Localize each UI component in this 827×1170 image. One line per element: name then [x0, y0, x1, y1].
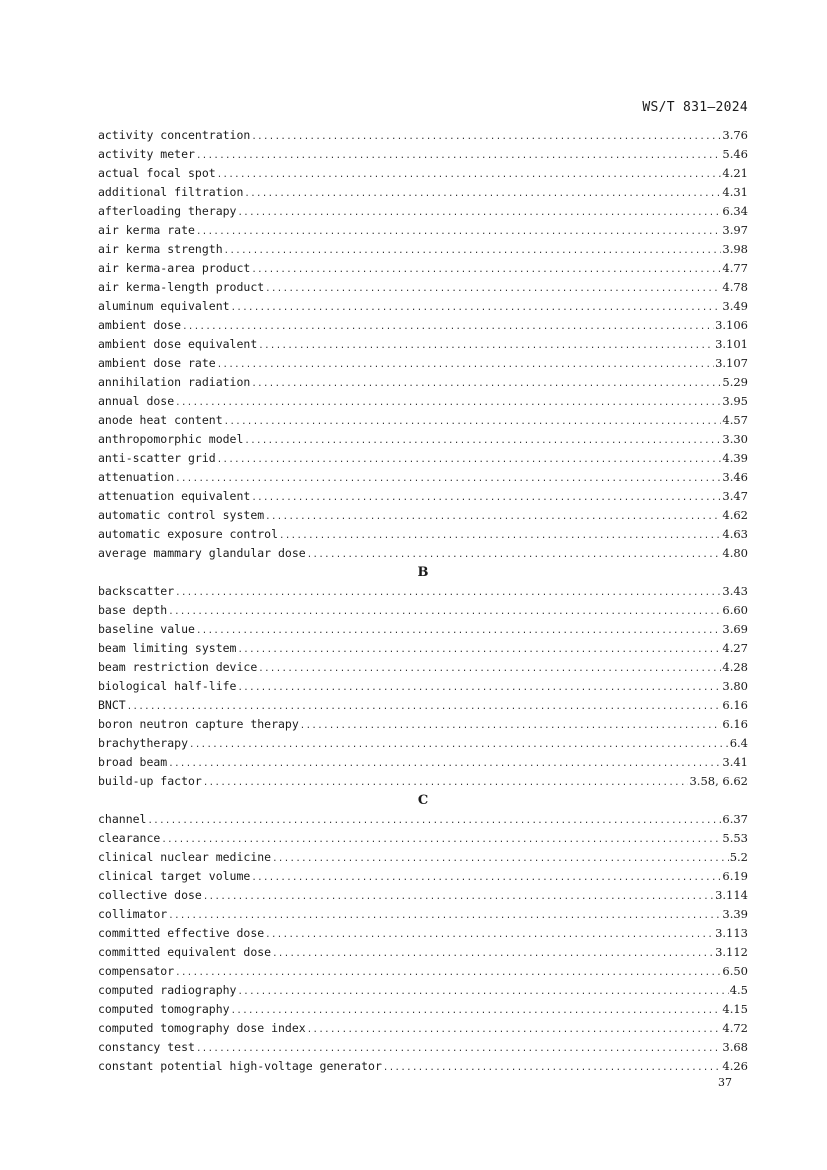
- index-reference: 3.41: [722, 755, 748, 769]
- index-entry: [98, 411, 748, 430]
- index-reference: 6.4: [729, 736, 748, 750]
- dot-leader: [175, 584, 721, 603]
- index-term: anti-scatter grid: [98, 451, 216, 465]
- index-reference: 4.78: [722, 280, 748, 294]
- index-entry: [98, 468, 748, 487]
- dot-leader: [251, 489, 721, 508]
- dot-leader: [203, 888, 714, 907]
- index-reference: 3.69: [722, 622, 748, 636]
- dot-leader: [307, 546, 722, 565]
- index-reference: 3.30: [722, 432, 748, 446]
- index-reference: 3.76: [722, 128, 748, 142]
- index-term: anthropomorphic model: [98, 432, 244, 446]
- dot-leader: [203, 774, 689, 793]
- index-entry: [98, 487, 748, 506]
- index-entry: [98, 335, 748, 354]
- index-entry: [98, 430, 748, 449]
- index-reference: 6.37: [722, 812, 748, 826]
- index-entry: [98, 829, 748, 848]
- index-reference: 3.95: [722, 394, 748, 408]
- index-entry: [98, 316, 748, 335]
- index-entry: [98, 943, 748, 962]
- index-entry: [98, 658, 748, 677]
- dot-leader: [196, 223, 721, 242]
- dot-leader: [300, 717, 722, 736]
- index-term: beam restriction device: [98, 660, 258, 674]
- index-term: base depth: [98, 603, 168, 617]
- index-term: computed tomography dose index: [98, 1021, 306, 1035]
- index-term: biological half-life: [98, 679, 237, 693]
- index-entry: [98, 981, 748, 1000]
- index-term: air kerma-area product: [98, 261, 251, 275]
- index-entry: [98, 525, 748, 544]
- dot-leader: [307, 1021, 722, 1040]
- dot-leader: [224, 242, 722, 261]
- index-entry: [98, 126, 748, 145]
- index-entry: [98, 221, 748, 240]
- index-entry: [98, 810, 748, 829]
- dot-leader: [189, 736, 729, 755]
- index-reference: 3.112: [715, 945, 748, 959]
- page-number: 37: [718, 1076, 732, 1089]
- index-entry: [98, 145, 748, 164]
- index-reference: 3.43: [722, 584, 748, 598]
- index-reference: 6.60: [722, 603, 748, 617]
- dot-leader: [224, 413, 722, 432]
- index-term: average mammary glandular dose: [98, 546, 306, 560]
- index-term: build-up factor: [98, 774, 202, 788]
- index-term: air kerma strength: [98, 242, 223, 256]
- dot-leader: [231, 299, 722, 318]
- dot-leader: [217, 356, 714, 375]
- index-reference: 5.29: [722, 375, 748, 389]
- index-term: constant potential high-voltage generator: [98, 1059, 382, 1073]
- dot-leader: [168, 755, 721, 774]
- index-term: automatic control system: [98, 508, 265, 522]
- index-term: backscatter: [98, 584, 175, 598]
- index-reference: 6.19: [722, 869, 748, 883]
- index-term: activity meter: [98, 147, 195, 161]
- index-reference: 3.49: [722, 299, 748, 313]
- index-reference: 3.114: [715, 888, 748, 902]
- dot-leader: [272, 945, 714, 964]
- index-term: collective dose: [98, 888, 202, 902]
- dot-leader: [265, 926, 714, 945]
- index-reference: 5.53: [722, 831, 748, 845]
- index-entry: [98, 183, 748, 202]
- index-reference: 4.72: [722, 1021, 748, 1035]
- dot-leader: [251, 375, 721, 394]
- index-entry: [98, 905, 748, 924]
- index-reference: 6.16: [722, 698, 748, 712]
- index-term: annual dose: [98, 394, 175, 408]
- index-entry: [98, 373, 748, 392]
- index-term: BNCT: [98, 698, 126, 712]
- dot-leader: [168, 603, 721, 622]
- dot-leader: [265, 280, 721, 299]
- index-term: ambient dose rate: [98, 356, 216, 370]
- index-term: air kerma rate: [98, 223, 195, 237]
- index-entry: [98, 696, 748, 715]
- index-term: compensator: [98, 964, 175, 978]
- index-entry: [98, 1057, 748, 1076]
- index-term: ambient dose: [98, 318, 182, 332]
- index-entry: [98, 164, 748, 183]
- dot-leader: [265, 508, 721, 527]
- index-reference: 4.26: [722, 1059, 748, 1073]
- index-entry: [98, 259, 748, 278]
- dot-leader: [196, 622, 721, 641]
- index-entry: [98, 1019, 748, 1038]
- index-reference: 6.34: [722, 204, 748, 218]
- index-term: additional filtration: [98, 185, 244, 199]
- index-reference: 4.21: [722, 166, 748, 180]
- index-term: computed radiography: [98, 983, 237, 997]
- index-term: baseline value: [98, 622, 195, 636]
- index-reference: 3.68: [722, 1040, 748, 1054]
- index-term: aluminum equivalent: [98, 299, 230, 313]
- index-term: committed effective dose: [98, 926, 265, 940]
- section-letter-heading: C: [417, 793, 429, 808]
- index-entry: [98, 202, 748, 221]
- index-reference: 4.57: [722, 413, 748, 427]
- index-term: clinical nuclear medicine: [98, 850, 272, 864]
- dot-leader: [182, 318, 714, 337]
- index-reference: 3.39: [722, 907, 748, 921]
- index-reference: 4.39: [722, 451, 748, 465]
- index-reference: 3.58, 6.62: [689, 774, 748, 788]
- index-entry: [98, 601, 748, 620]
- index-reference: 3.106: [715, 318, 748, 332]
- section-letter-heading: B: [417, 565, 429, 580]
- term-index: [98, 126, 748, 1076]
- dot-leader: [251, 261, 721, 280]
- dot-leader: [237, 679, 721, 698]
- index-term: clinical target volume: [98, 869, 251, 883]
- dot-leader: [258, 660, 721, 679]
- index-entry: [98, 1000, 748, 1019]
- index-term: afterloading therapy: [98, 204, 237, 218]
- index-term: clearance: [98, 831, 161, 845]
- dot-leader: [217, 451, 722, 470]
- index-term: actual focal spot: [98, 166, 216, 180]
- index-term: broad beam: [98, 755, 168, 769]
- index-entry: [98, 867, 748, 886]
- index-entry: [98, 734, 748, 753]
- index-reference: 4.5: [729, 983, 748, 997]
- index-entry: [98, 753, 748, 772]
- index-reference: 3.46: [722, 470, 748, 484]
- index-entry: [98, 506, 748, 525]
- index-entry: [98, 582, 748, 601]
- dot-leader: [251, 869, 721, 888]
- dot-leader: [272, 850, 729, 869]
- index-term: air kerma-length product: [98, 280, 265, 294]
- index-reference: 4.80: [722, 546, 748, 560]
- index-reference: 4.27: [722, 641, 748, 655]
- index-entry: [98, 962, 748, 981]
- index-reference: 5.46: [722, 147, 748, 161]
- index-reference: 5.2: [729, 850, 748, 864]
- index-reference: 4.31: [722, 185, 748, 199]
- index-entry: [98, 544, 748, 563]
- index-term: boron neutron capture therapy: [98, 717, 299, 731]
- index-entry: [98, 449, 748, 468]
- document-code: WS/T 831—2024: [642, 100, 748, 115]
- index-reference: 4.63: [722, 527, 748, 541]
- index-term: channel: [98, 812, 147, 826]
- index-entry: [98, 240, 748, 259]
- index-entry: [98, 297, 748, 316]
- index-term: brachytherapy: [98, 736, 189, 750]
- index-reference: 3.47: [722, 489, 748, 503]
- dot-leader: [258, 337, 714, 356]
- index-reference: 4.77: [722, 261, 748, 275]
- dot-leader: [279, 527, 721, 546]
- index-entry: [98, 354, 748, 373]
- dot-leader: [244, 185, 721, 204]
- dot-leader: [244, 432, 721, 451]
- index-term: ambient dose equivalent: [98, 337, 258, 351]
- index-entry: [98, 924, 748, 943]
- index-entry: [98, 639, 748, 658]
- dot-leader: [196, 147, 721, 166]
- index-reference: 4.28: [722, 660, 748, 674]
- index-term: annihilation radiation: [98, 375, 251, 389]
- index-entry: [98, 1038, 748, 1057]
- dot-leader: [237, 983, 728, 1002]
- index-term: automatic exposure control: [98, 527, 279, 541]
- index-entry: [98, 848, 748, 867]
- index-entry: [98, 620, 748, 639]
- index-reference: 3.101: [715, 337, 748, 351]
- dot-leader: [237, 641, 721, 660]
- index-reference: 3.113: [715, 926, 748, 940]
- index-entry: [98, 772, 748, 791]
- dot-leader: [175, 964, 721, 983]
- index-entry: [98, 715, 748, 734]
- index-term: anode heat content: [98, 413, 223, 427]
- index-entry: [98, 278, 748, 297]
- dot-leader: [251, 128, 721, 147]
- index-reference: 6.16: [722, 717, 748, 731]
- index-reference: 3.107: [715, 356, 748, 370]
- index-reference: 3.80: [722, 679, 748, 693]
- index-term: activity concentration: [98, 128, 251, 142]
- dot-leader: [147, 812, 721, 831]
- index-entry: [98, 392, 748, 411]
- index-reference: 3.98: [722, 242, 748, 256]
- index-reference: 3.97: [722, 223, 748, 237]
- dot-leader: [383, 1059, 722, 1078]
- dot-leader: [217, 166, 722, 185]
- index-term: attenuation equivalent: [98, 489, 251, 503]
- index-term: attenuation: [98, 470, 175, 484]
- index-reference: 6.50: [722, 964, 748, 978]
- index-entry: [98, 886, 748, 905]
- index-term: beam limiting system: [98, 641, 237, 655]
- index-term: committed equivalent dose: [98, 945, 272, 959]
- dot-leader: [237, 204, 721, 223]
- dot-leader: [175, 470, 721, 489]
- index-term: computed tomography: [98, 1002, 230, 1016]
- index-reference: 4.62: [722, 508, 748, 522]
- index-reference: 4.15: [722, 1002, 748, 1016]
- index-term: collimator: [98, 907, 168, 921]
- index-term: constancy test: [98, 1040, 195, 1054]
- dot-leader: [175, 394, 721, 413]
- index-entry: [98, 677, 748, 696]
